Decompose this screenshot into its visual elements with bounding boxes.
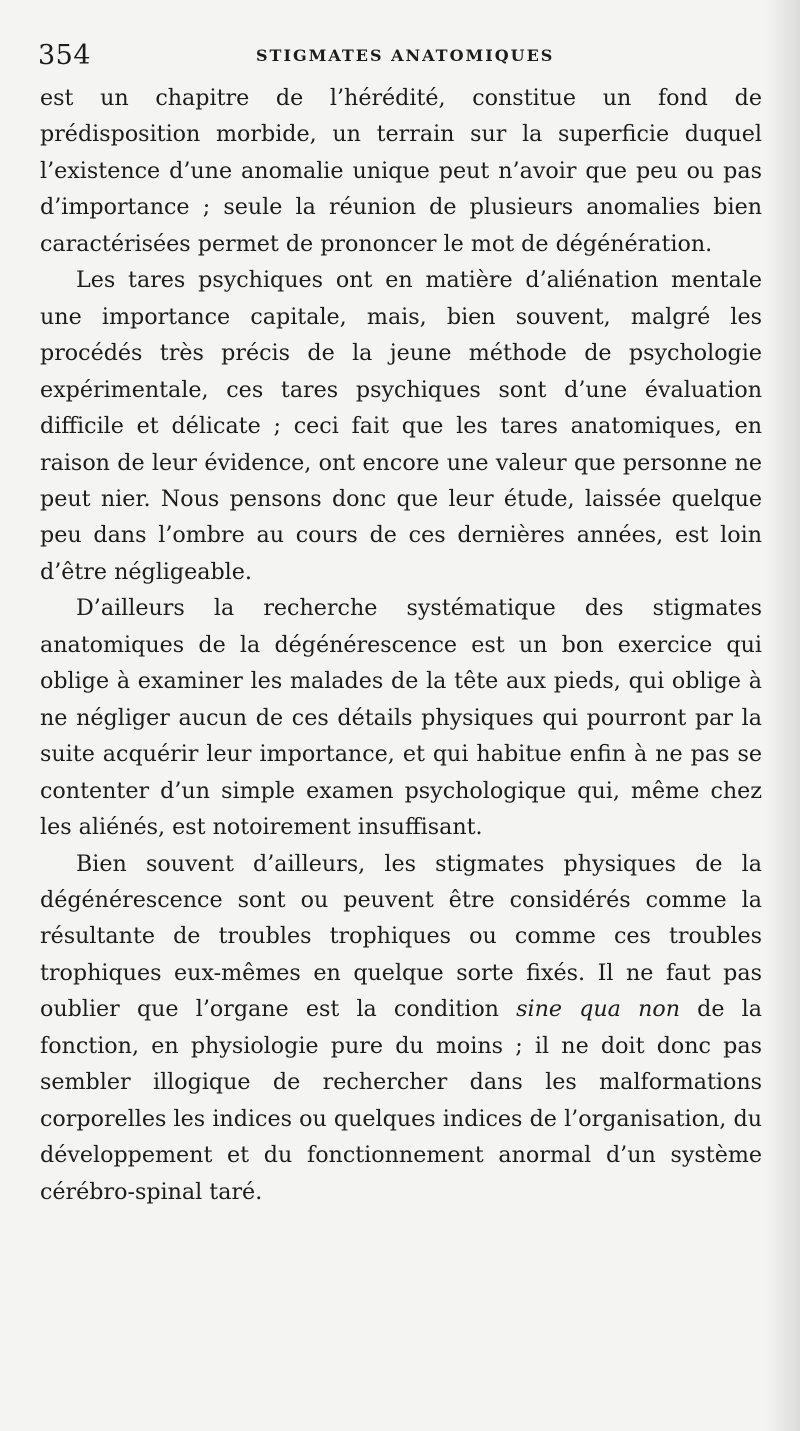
page-edge-shadow [766,0,800,1431]
paragraph-text-part: de la fonction, en physiologie pure du moins ; il ne doit donc pas sembler illogique de rechercher dans les malformations corporelles les indices ou quelques indices de l’organisation, du développement et du fonctionnement anormal d’un système cérébro-spinal taré. [40,996,762,1205]
running-title: STIGMATES ANATOMIQUES [256,46,555,65]
paragraph-psychic-defects: Les tares psychiques ont en matière d’aliénation mentale une importance capitale, mais, bien souvent, malgré les procédés très précis de la jeune méthode de psychologie expérimentale, ces tares psychiques sont d’une évaluation difficile et délicate ; ceci fait que les tares anatomiques, en raison de leur évidence, ont encore une valeur que personne ne peut nier. Nous pensons donc que leur étude, laissée quelque peu dans l’ombre au cours de ces dernières années, est loin d’être négligeable. [40,267,762,585]
paragraph-trophic-disorders [40,846,762,1211]
paragraph-systematic-research: D’ailleurs la recherche systématique des stigmates anatomiques de la dégénérescence est un bon exercice qui oblige à examiner les malades de la tête aux pieds, qui oblige à ne négliger aucun de ces détails physiques qui pourront par la suite acquérir leur importance, et qui habitue enfin à ne pas se contenter d’un simple examen psychologique qui, même chez les aliénés, est notoirement insuffisant. [40,595,762,841]
running-head [38,38,760,74]
paragraph-continuation: est un chapitre de l’hérédité, constitue un fond de prédisposition morbide, un terrain sur la superficie duquel l’existence d’une anomalie unique peut n’avoir que peu ou pas d’importance ; seule la réunion de plusieurs anomalies bien caractérisées permet de prononcer le mot de dégénération. [40,85,762,257]
page-number: 354 [38,40,92,71]
body-text [40,80,762,1210]
latin-phrase: sine qua non [516,996,681,1023]
paragraph-text-part: Bien souvent d’ailleurs, les stigmates physiques de la dégénérescence sont ou peuvent être considérés comme la résultante de troubles trophiques ou comme ces troubles trophiques eux-mêmes en quelque sorte fixés. Il ne faut pas oublier que l’organe est la condition [40,850,762,1023]
